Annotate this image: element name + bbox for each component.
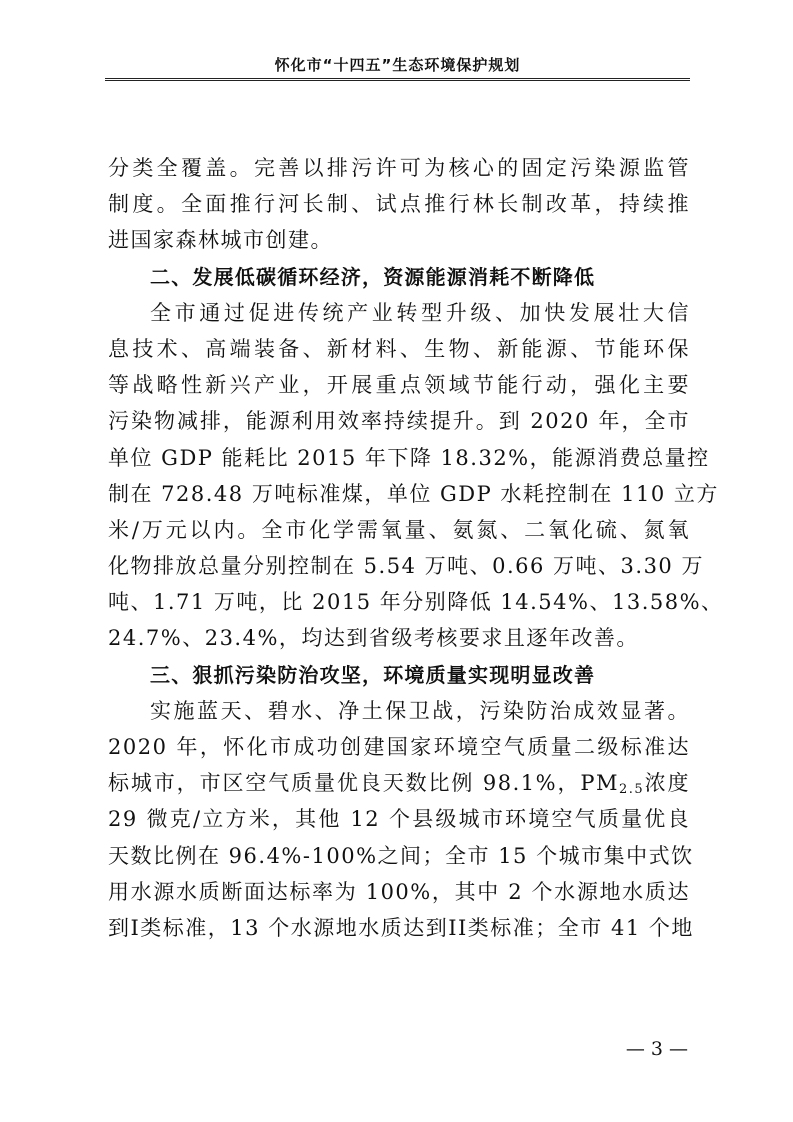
text-segment: 浓度 bbox=[644, 771, 690, 796]
paragraph-3 bbox=[108, 693, 694, 946]
text-line: 制在 728.48 万吨标准煤，单位 GDP 水耗控制在 110 立方 bbox=[108, 481, 719, 506]
text-line: 29 微克/立方米，其他 12 个县级城市环境空气质量优良 bbox=[108, 807, 690, 832]
text-line: 2020 年，怀化市成功创建国家环境空气质量二级标准达 bbox=[108, 735, 690, 759]
text-line: 到I类标准，13 个水源地水质达到II类标准；全市 41 个地 bbox=[108, 915, 694, 940]
text-line: 实施蓝天、碧水、净土保卫战，污染防治成效显著。 bbox=[150, 698, 690, 723]
text-segment: 标城市，市区空气质量优良天数比例 98.1%，PM bbox=[108, 771, 620, 796]
text-line: 吨、1.71 万吨，比 2015 年分别降低 14.54%、13.58%、 bbox=[108, 590, 724, 615]
text-line: 息技术、高端装备、新材料、生物、新能源、节能环保 bbox=[108, 336, 690, 361]
text-line: 制度。全面推行河长制、试点推行林长制改革，持续推 bbox=[108, 192, 690, 217]
text-line: 单位 GDP 能耗比 2015 年下降 18.32%，能源消费总量控 bbox=[108, 445, 710, 470]
text-line: 24.7%、23.4%，均达到省级考核要求且逐年改善。 bbox=[108, 626, 639, 651]
running-header bbox=[105, 48, 690, 86]
section-heading-3: 三、狠抓污染防治攻坚，环境质量实现明显改善 bbox=[150, 662, 596, 687]
page-number: — 3 — bbox=[625, 1038, 688, 1060]
text-line: 等战略性新兴产业，开展重点领域节能行动，强化主要 bbox=[108, 373, 690, 398]
paragraph-2 bbox=[108, 295, 724, 657]
paragraph-1 bbox=[108, 150, 690, 259]
text-line: 天数比例在 96.4%-100%之间；全市 15 个城市集中式饮 bbox=[108, 843, 694, 868]
section-heading-2: 二、发展低碳循环经济，资源能源消耗不断降低 bbox=[150, 264, 596, 289]
pm-subscript: 2.5 bbox=[619, 782, 645, 798]
text-line: 用水源水质断面达标率为 100%，其中 2 个水源地水质达 bbox=[108, 879, 690, 904]
document-body bbox=[108, 150, 724, 946]
text-line: 分类全覆盖。完善以排污许可为核心的固定污染源监管 bbox=[108, 156, 690, 180]
text-line: 污染物减排，能源利用效率持续提升。到 2020 年，全市 bbox=[108, 409, 690, 434]
text-line: 全市通过促进传统产业转型升级、加快发展壮大信 bbox=[150, 300, 690, 325]
header-title: 怀化市“十四五”生态环境保护规划 bbox=[274, 56, 521, 74]
text-line: 米/万元以内。全市化学需氧量、氨氮、二氧化硫、氮氧 bbox=[108, 517, 690, 542]
text-line: 化物排放总量分别控制在 5.54 万吨、0.66 万吨、3.30 万 bbox=[108, 554, 704, 579]
text-line: 进国家森林城市创建。 bbox=[108, 228, 333, 253]
header-rule bbox=[105, 78, 690, 81]
text-line bbox=[108, 765, 690, 801]
